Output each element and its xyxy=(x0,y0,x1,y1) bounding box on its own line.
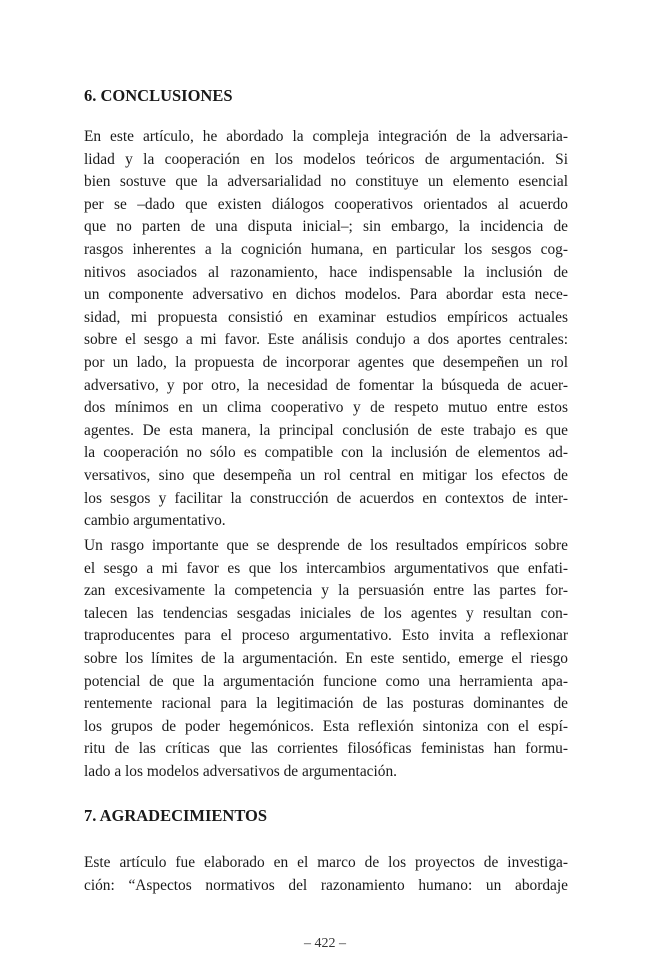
text-line: lado a los modelos adversativos de argumentación. xyxy=(84,763,398,780)
text-line: los sesgos y facilitar la construcción de acuerdos en contextos de inter- xyxy=(84,489,568,507)
text-line: talecen las tendencias sesgadas iniciales de los agentes y resultan con- xyxy=(84,604,568,622)
text-line: dos mínimos en un clima cooperativo y de respeto mutuo entre estos xyxy=(84,399,568,417)
text-line: bien sostuve que la adversarialidad no constituye un elemento esencial xyxy=(84,173,568,191)
text-line: per se –dado que existen diálogos cooperativos orientados al acuerdo xyxy=(84,195,568,213)
text-line: En este artículo, he abordado la compleja integración de la adversaria- xyxy=(84,128,568,145)
text-line: versativos, sino que desempeña un rol central en mitigar los efectos de xyxy=(84,467,568,484)
text-line: agentes. De esta manera, la principal conclusión de este trabajo es que xyxy=(84,421,568,439)
text-line: ción: “Aspectos normativos del razonamiento humano: un abordaje xyxy=(84,876,568,894)
text-line: Este artículo fue elaborado en el marco de los proyectos de investiga- xyxy=(84,854,568,871)
text-line: rasgos inherentes a la cognición humana, en particular los sesgos cog- xyxy=(84,241,568,258)
text-line: zan excesivamente la competencia y la persuasión entre las partes for- xyxy=(84,582,568,600)
text-line: por un lado, la propuesta de incorporar agentes que desempeñen un rol xyxy=(84,354,568,371)
text-line: nitivos asociados al razonamiento, hace indispensable la inclusión de xyxy=(84,263,568,281)
text-line: sobre los límites de la argumentación. En este sentido, emerge el riesgo xyxy=(84,650,568,667)
text-line: potencial de que la argumentación funcione como una herramienta apa- xyxy=(84,672,568,690)
text-line: sobre el sesgo a mi favor. Este análisis condujo a dos aportes centrales: xyxy=(84,331,568,349)
text-line: un componente adversativo en dichos modelos. Para abordar esta nece- xyxy=(84,286,568,304)
text-line: adversativo, y por otro, la necesidad de fomentar la búsqueda de acuer- xyxy=(84,376,568,394)
text-line: rentemente racional para la legitimación de las posturas dominantes de xyxy=(84,695,568,713)
text-line: sidad, mi propuesta consistió en examinar estudios empíricos actuales xyxy=(84,308,568,326)
text-line: lidad y la cooperación en los modelos teóricos de argumentación. Si xyxy=(84,150,568,168)
text-line: los grupos de poder hegemónicos. Esta reflexión sintoniza con el espí- xyxy=(84,717,568,735)
section-heading-agradecimientos: 7. AGRADECIMIENTOS xyxy=(84,806,268,825)
text-line: Un rasgo importante que se desprende de los resultados empíricos sobre xyxy=(84,537,568,554)
page-number: – 422 – xyxy=(304,936,346,951)
section-heading-conclusiones: 6. CONCLUSIONES xyxy=(84,86,233,105)
text-line: la cooperación no sólo es compatible con la inclusión de elementos ad- xyxy=(84,444,568,462)
text-line: el sesgo a mi favor es que los intercambios argumentativos que enfati- xyxy=(84,559,568,577)
text-line: ritu de las críticas que las corrientes filosóficas feministas han formu- xyxy=(84,740,568,758)
text-line: traproducentes para el proceso argumentativo. Esto invita a reflexionar xyxy=(84,627,568,645)
text-line: cambio argumentativo. xyxy=(84,512,226,530)
text-line: que no parten de una disputa inicial–; sin embargo, la incidencia de xyxy=(84,218,568,236)
